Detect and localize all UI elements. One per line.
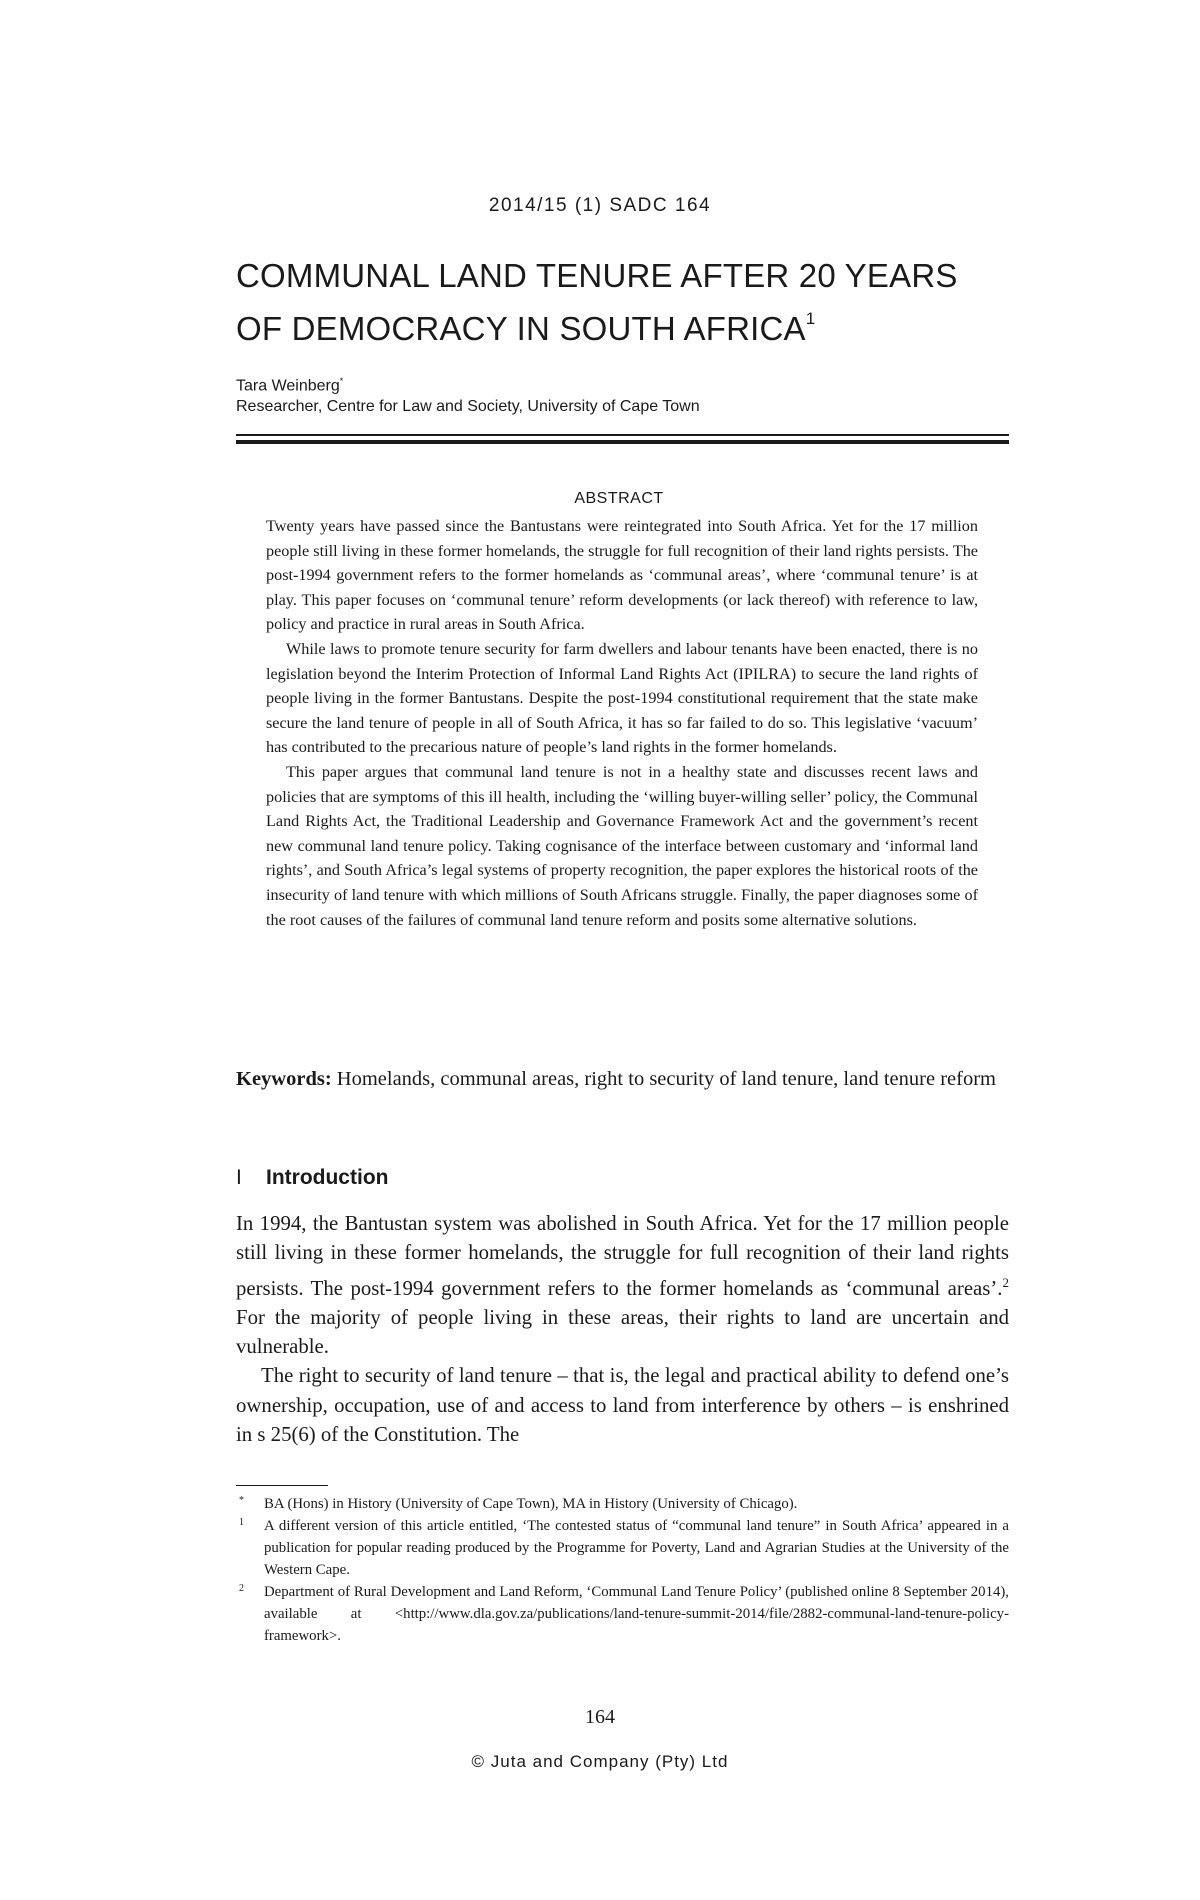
title-rule-thin [236, 434, 1009, 436]
abstract-paragraph: Twenty years have passed since the Bantustans were reintegrated into South Africa. Yet for the 17 million people still living in these former homelands, the struggle for full recognition of their land rights persists. The post-1994 government refers to the former homelands as ‘communal areas’, where ‘communal tenure’ is at play. This paper focuses on ‘communal tenure’ reform developments (or lack thereof) with reference to law, policy and practice in rural areas in South Africa. [266, 517, 978, 634]
keywords-label: Keywords: [236, 1068, 332, 1090]
abstract-paragraph: While laws to promote tenure security for farm dwellers and labour tenants have been enacted, there is no legislation beyond the Interim Protection of Informal Land Rights Act (IPILRA) to secure the land rights of people living in the former Bantustans. Despite the post-1994 constitutional requirement that the state make secure the land tenure of people in all of South Africa, it has so far failed to do so. This legislative ‘vacuum’ has contributed to the precarious nature of people’s land rights in the former homelands. [266, 639, 978, 757]
title-rule-thick [236, 440, 1009, 444]
body-text [236, 1209, 1009, 1449]
footnote-text: A different version of this article entitled, ‘The contested status of “communal land tenure” in South Africa’ appeared in a publication for popular reading produced by the Programme for Poverty, Land and Agrarian Studies at the University of the Western Cape. [264, 1518, 1009, 1578]
section-title: Introduction [266, 1166, 389, 1189]
journal-reference: 2014/15 (1) SADC 164 [488, 195, 712, 216]
section-heading [236, 1166, 388, 1190]
author-footnote-mark: * [339, 376, 344, 386]
body-paragraph: The right to security of land tenure – that is, the legal and practical ability to defend one’s ownership, occupation, use of and access to land from interference by others – is enshrined in s 25(6) of the Constitution. The [236, 1364, 1009, 1446]
title-line-2: OF DEMOCRACY IN SOUTH AFRICA [236, 310, 806, 347]
section-number: I [236, 1166, 242, 1189]
keywords [236, 1065, 1009, 1094]
article-title [236, 252, 1016, 352]
author [236, 376, 343, 395]
footnote [236, 1515, 1009, 1581]
copyright-notice: © Juta and Company (Pty) Ltd [471, 1752, 729, 1771]
title-footnote-mark: 1 [805, 309, 816, 328]
abstract-paragraph: This paper argues that communal land tenure is not in a healthy state and discusses recent laws and policies that are symptoms of this ill health, including the ‘willing buyer-willing seller’ policy, the Communal Land Rights Act, the Traditional Leadership and Governance Framework Act and the government’s recent new communal land tenure policy. Taking cognisance of the interface between customary and ‘informal land rights’, and South Africa’s legal systems of property recognition, the paper explores the historical roots of the insecurity of land tenure with which millions of South Africans struggle. Finally, the paper diagnoses some of the root causes of the failures of communal land tenure reform and posits some alternative solutions. [266, 762, 978, 929]
abstract-body [266, 514, 978, 932]
keywords-text: Homelands, communal areas, right to security of land tenure, land tenure reform [336, 1068, 996, 1090]
footnote-mark: 2 [239, 1583, 244, 1594]
body-text-span: For the majority of people living in these areas, their rights to land are uncertain and vulnerable. [236, 1305, 1009, 1359]
body-text-span: In 1994, the Bantustan system was abolished in South Africa. Yet for the 17 million people still living in these former homelands, the struggle for full recognition of their land rights persists. The post-1994 government refers to the former homelands as ‘communal areas’. [236, 1212, 1009, 1300]
body-paragraph [236, 1209, 1009, 1361]
footnote-mark: * [239, 1495, 244, 1506]
author-affiliation: Researcher, Centre for Law and Society, University of Cape Town [236, 398, 700, 415]
footnote [236, 1493, 1009, 1515]
page-number: 164 [585, 1706, 615, 1728]
abstract-heading: ABSTRACT [574, 490, 664, 507]
footnote-rule [236, 1485, 328, 1486]
footnote-ref: 2 [1002, 1274, 1009, 1290]
footnotes [236, 1493, 1009, 1647]
author-name: Tara Weinberg [236, 377, 340, 395]
footnote [236, 1581, 1009, 1647]
title-line-1: COMMUNAL LAND TENURE AFTER 20 YEARS [236, 257, 958, 294]
footnote-text: Department of Rural Development and Land Reform, ‘Communal Land Tenure Policy’ (published online 8 September 2014), available at <http://www.dla.gov.za/publications/land-tenure-summit-2014/file/2882-communal-land-tenure-policy-framework>. [264, 1584, 1009, 1644]
footnote-mark: 1 [239, 1517, 244, 1528]
footnote-text: BA (Hons) in History (University of Cape Town), MA in History (University of Chicago). [264, 1496, 798, 1512]
